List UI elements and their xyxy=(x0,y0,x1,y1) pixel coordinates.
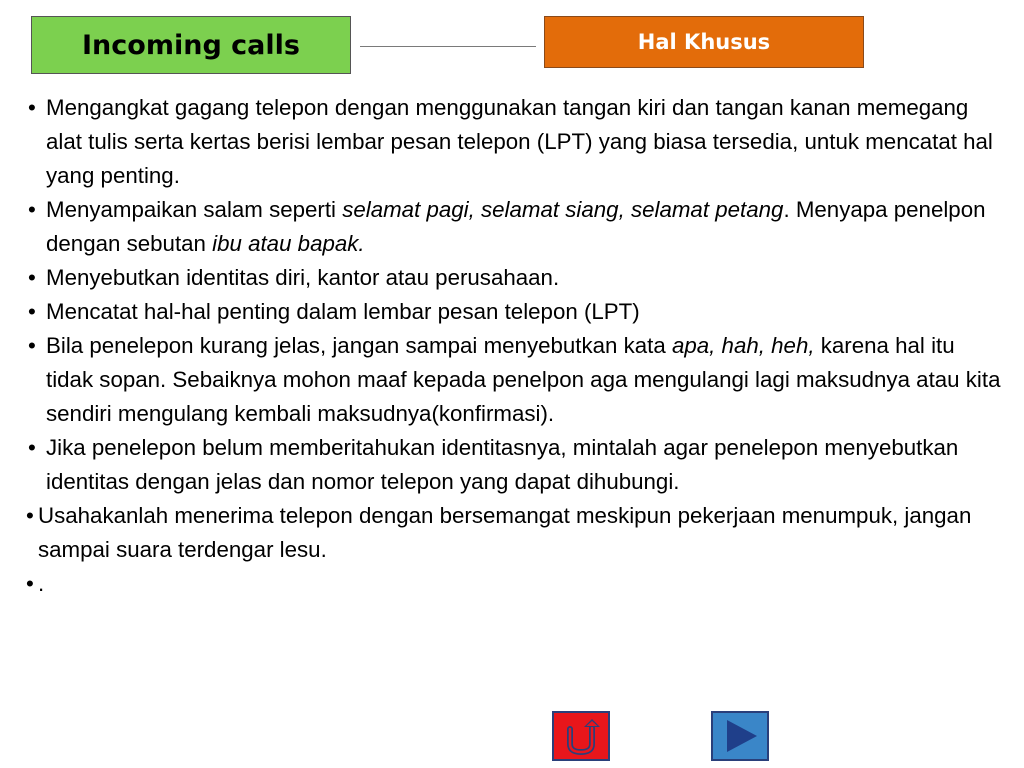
bullet-text: Jika penelepon belum memberitahukan identitasnya, mintalah agar penelepon menyebutkan identitas dengan jelas dan nomor telepon yang dapat dihubungi. xyxy=(46,435,959,494)
page-title: Incoming calls xyxy=(82,29,300,61)
bullet-item-6 xyxy=(26,431,1006,499)
bullet-item-4 xyxy=(26,295,1006,329)
bullet-text: karena hal itu tidak sopan. Sebaiknya mohon maaf kepada penelpon aga mengulangi lagi maksudnya atau kita sendiri mengulang kembali maksudnya(konfirmasi). xyxy=(46,333,1001,426)
bullet-item-2 xyxy=(26,193,1006,261)
bullet-marker: • xyxy=(28,95,36,120)
connector-line xyxy=(360,46,536,47)
bullet-item-8 xyxy=(26,567,1006,601)
bullet-text: Menyebutkan identitas diri, kantor atau perusahaan. xyxy=(46,265,560,290)
play-right-arrow-icon xyxy=(713,713,767,759)
bullet-marker: • xyxy=(26,571,34,596)
title-box xyxy=(31,16,351,74)
bullet-text: . Menyapa penelpon dengan sebutan xyxy=(46,197,986,256)
bullet-marker: • xyxy=(28,265,36,290)
bullet-text: Mencatat hal-hal penting dalam lembar pesan telepon (LPT) xyxy=(46,299,640,324)
bullet-item-7 xyxy=(26,499,1006,567)
bullet-item-3 xyxy=(26,261,1006,295)
bullet-item-1 xyxy=(26,91,1006,193)
bullet-item-5 xyxy=(26,329,1006,431)
bullet-marker: • xyxy=(28,435,36,460)
next-button[interactable] xyxy=(711,711,769,761)
section-tag: Hal Khusus xyxy=(637,30,771,54)
bullet-marker: • xyxy=(28,197,36,222)
return-button[interactable] xyxy=(552,711,610,761)
bullet-marker: • xyxy=(28,299,36,324)
bullet-text: Usahakanlah menerima telepon dengan bersemangat meskipun pekerjaan menumpuk, jangan sampai suara terdengar lesu. xyxy=(38,503,972,562)
bullet-list xyxy=(26,91,1006,601)
bullet-italic-text: apa, hah, heh, xyxy=(671,333,815,358)
bullet-italic-text: selamat pagi, selamat siang, selamat petang xyxy=(342,197,784,222)
return-u-turn-icon xyxy=(554,713,608,759)
bullet-text: Menyampaikan salam seperti xyxy=(46,197,343,222)
bullet-marker: • xyxy=(28,333,36,358)
section-tag-box xyxy=(544,16,864,68)
bullet-text: Bila penelepon kurang jelas, jangan sampai menyebutkan kata xyxy=(46,333,672,358)
bullet-text: . xyxy=(38,571,45,596)
bullet-text: Mengangkat gagang telepon dengan menggunakan tangan kiri dan tangan kanan memegang alat tulis serta kertas berisi lembar pesan telepon (LPT) yang biasa tersedia, untuk mencatat hal yang penting. xyxy=(46,95,993,188)
bullet-italic-text: ibu atau bapak. xyxy=(212,231,365,256)
bullet-marker: • xyxy=(26,503,34,528)
